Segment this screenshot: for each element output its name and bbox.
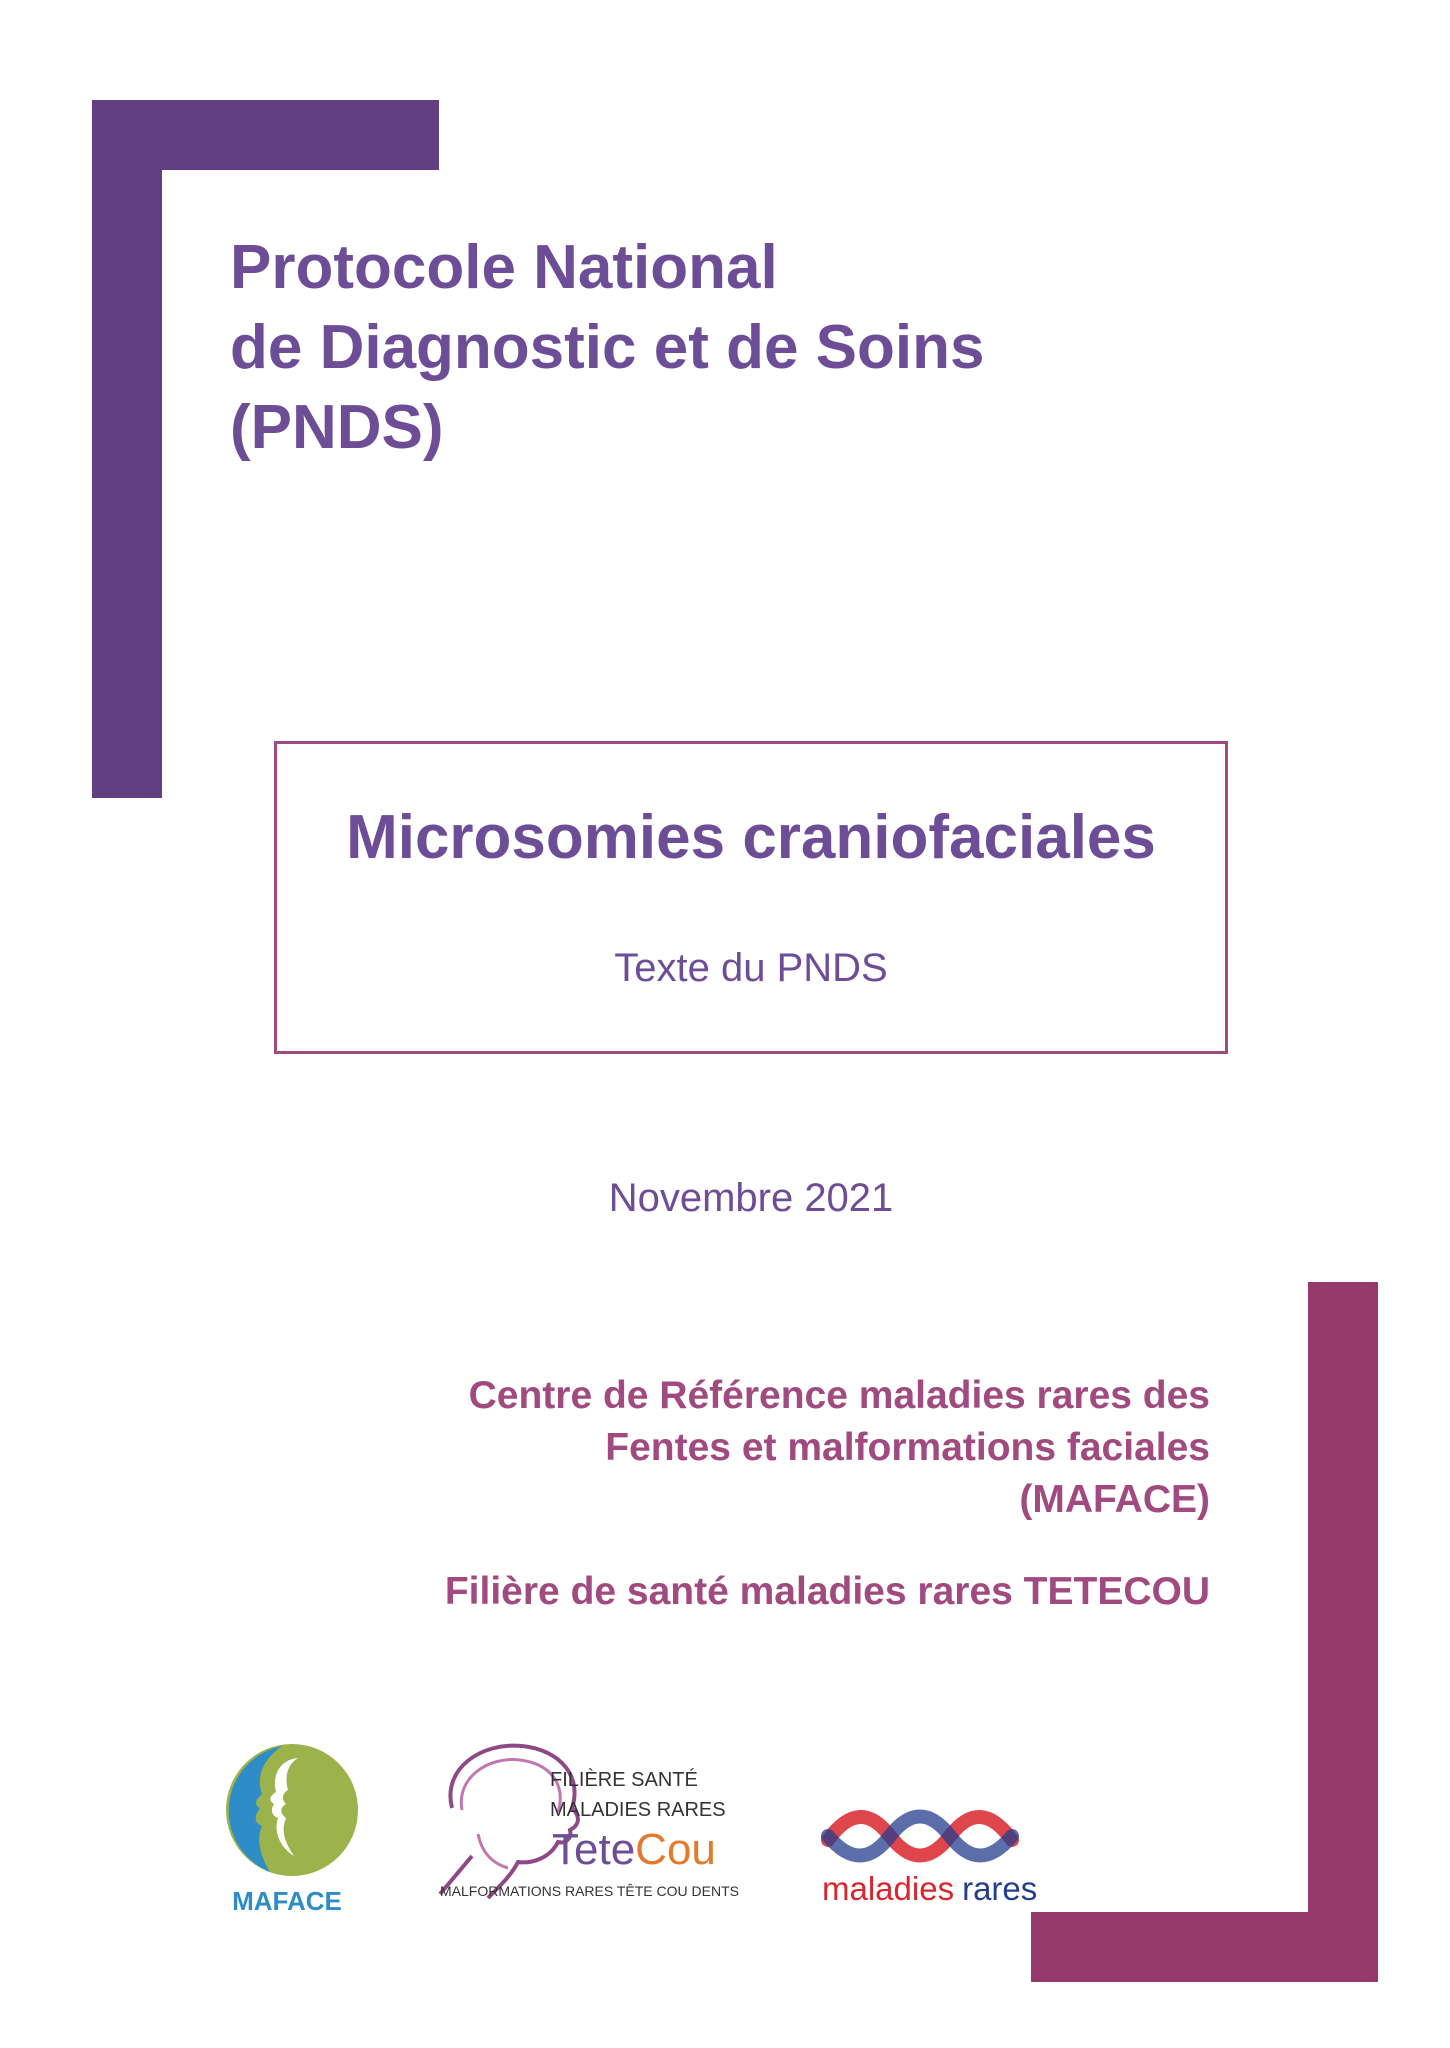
maladies-rares-logo xyxy=(820,1800,1038,1910)
maladies-rares-word1: maladies xyxy=(822,1870,955,1907)
document-title-line: Protocole National xyxy=(230,233,778,302)
corner-bracket-top-left-vertical xyxy=(92,100,162,798)
subject-box xyxy=(274,741,1228,1054)
tetecou-name-part1 xyxy=(552,1825,716,1874)
subject-title: Microsomies craniofaciales xyxy=(346,803,1156,872)
tetecou-name-tete: Tete xyxy=(552,1825,636,1874)
tetecou-line1: FILIÈRE SANTÉ xyxy=(550,1769,698,1791)
corner-bracket-bottom-right-vertical xyxy=(1308,1282,1378,1982)
document-title-line: de Diagnostic et de Soins xyxy=(230,313,985,382)
document-title-line: (PNDS) xyxy=(230,393,444,462)
reference-centre-line: (MAFACE) xyxy=(1019,1478,1210,1521)
reference-centre xyxy=(300,1370,1210,1526)
tetecou-line2: MALADIES RARES xyxy=(550,1799,726,1821)
publication-date: Novembre 2021 xyxy=(608,1176,894,1220)
maladies-rares-text xyxy=(822,1870,1037,1907)
health-network: Filière de santé maladies rares TETECOU xyxy=(444,1570,1210,1613)
subject-subtitle: Texte du PNDS xyxy=(614,946,888,990)
tetecou-logo xyxy=(432,1738,742,1908)
corner-bracket-bottom-right-horizontal xyxy=(1031,1912,1378,1982)
corner-bracket-top-left-horizontal xyxy=(92,100,439,170)
document-title xyxy=(230,228,1210,468)
tetecou-name-cou: Cou xyxy=(635,1825,716,1874)
maface-logo-label: MAFACE xyxy=(232,1886,342,1916)
maladies-rares-word2: rares xyxy=(962,1870,1038,1907)
maface-logo xyxy=(212,1738,362,1918)
tetecou-tagline: MALFORMATIONS RARES TÊTE COU DENTS xyxy=(440,1883,739,1899)
reference-centre-line: Centre de Référence maladies rares des xyxy=(468,1374,1210,1417)
reference-centre-line: Fentes et malformations faciales xyxy=(605,1426,1210,1469)
